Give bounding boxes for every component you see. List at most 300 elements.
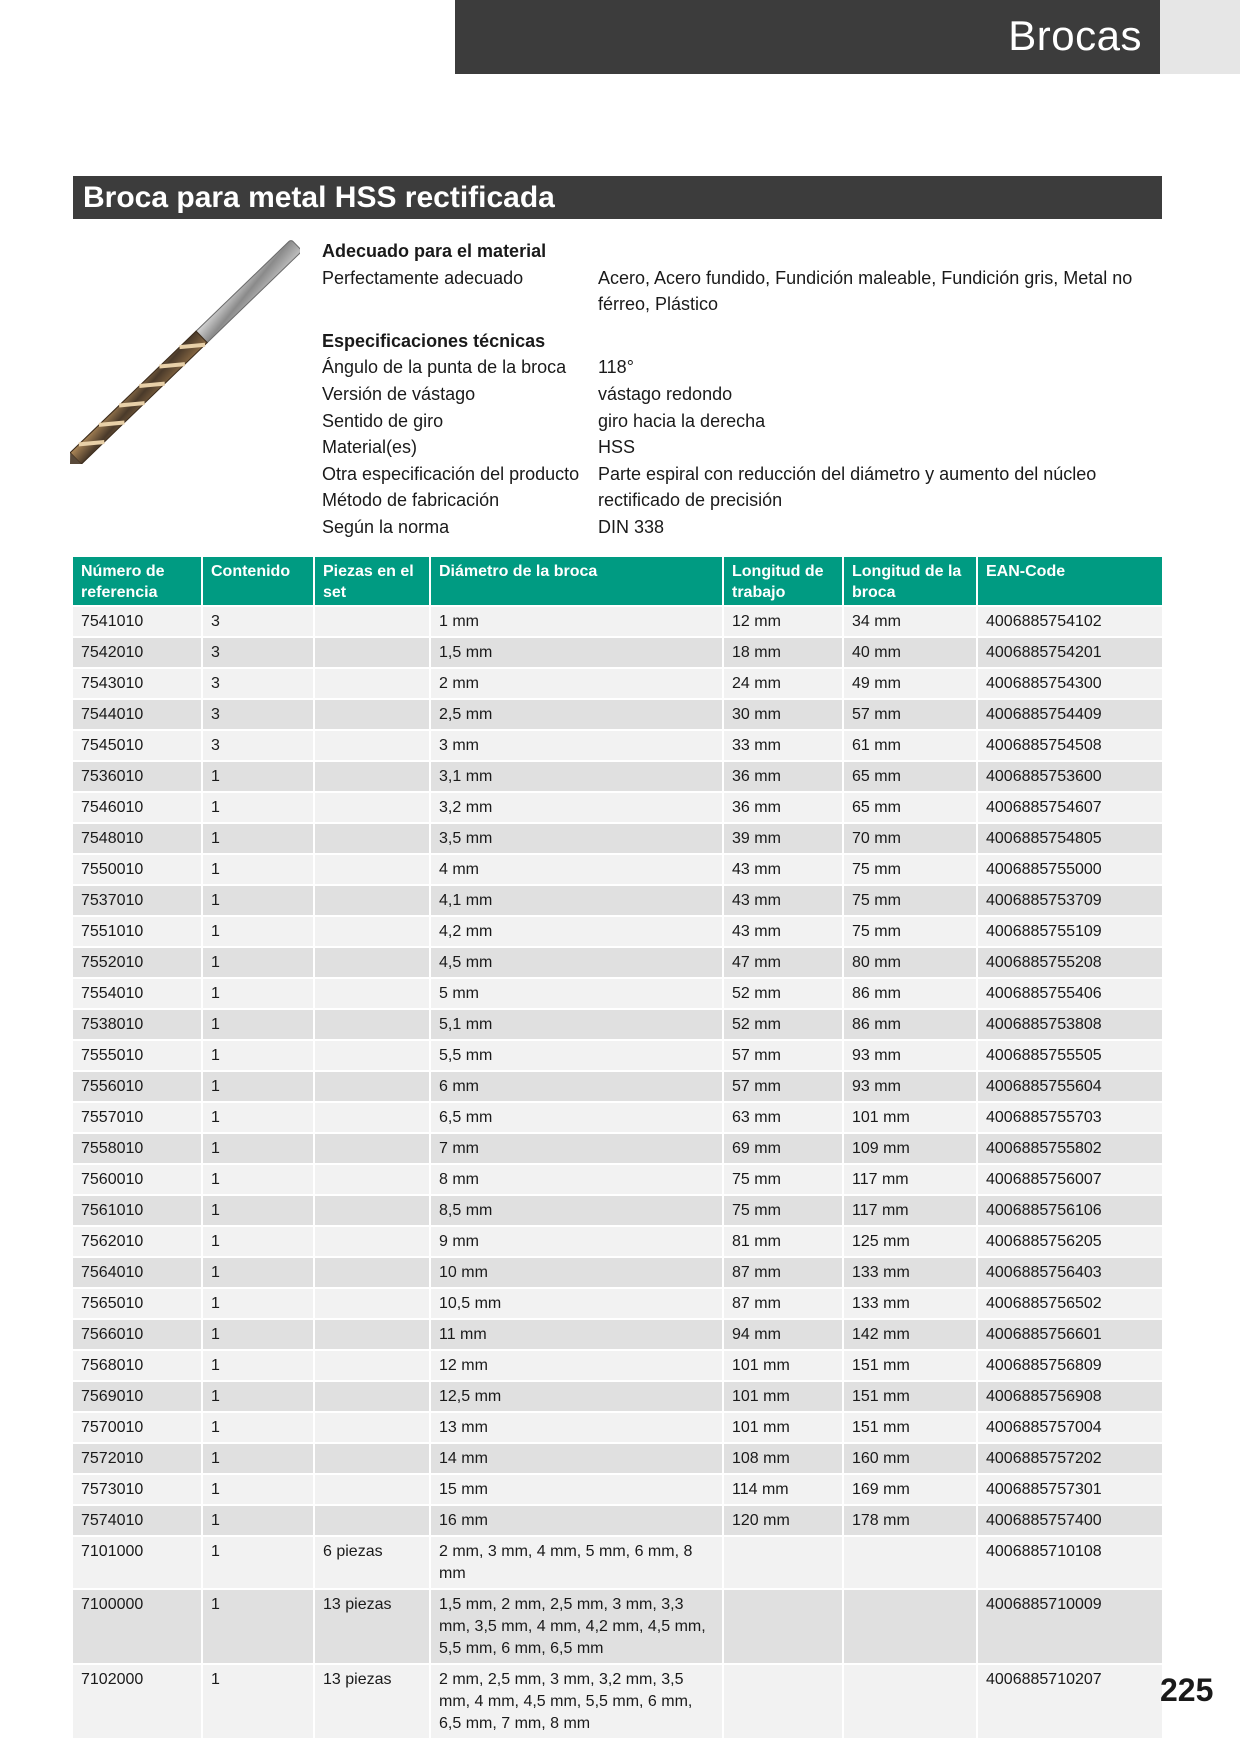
table-row	[73, 699, 1162, 730]
table-cell: 4006885755208	[977, 947, 1162, 978]
table-cell: 151 mm	[843, 1381, 977, 1412]
table-cell: 4006885754607	[977, 792, 1162, 823]
table-cell: 178 mm	[843, 1505, 977, 1536]
table-cell	[314, 1505, 430, 1536]
table-cell	[314, 1412, 430, 1443]
table-cell: 1	[202, 1536, 314, 1589]
table-cell: 3	[202, 730, 314, 761]
table-cell: 4 mm	[430, 854, 723, 885]
table-cell: 30 mm	[723, 699, 843, 730]
table-cell: 1	[202, 1381, 314, 1412]
table-row	[73, 1412, 1162, 1443]
table-cell	[314, 1350, 430, 1381]
table-cell: 6 mm	[430, 1071, 723, 1102]
table-row	[73, 885, 1162, 916]
table-cell	[314, 1443, 430, 1474]
table-cell: 4006885753709	[977, 885, 1162, 916]
table-cell: 57 mm	[843, 699, 977, 730]
table-cell: 7543010	[73, 668, 202, 699]
table-cell: 33 mm	[723, 730, 843, 761]
table-cell: 5,1 mm	[430, 1009, 723, 1040]
table-cell: 4006885753808	[977, 1009, 1162, 1040]
table-cell: 169 mm	[843, 1474, 977, 1505]
spec-label: Según la norma	[322, 516, 450, 537]
table-row	[73, 947, 1162, 978]
table-cell	[314, 947, 430, 978]
table-cell: 2 mm	[430, 668, 723, 699]
table-cell: 13 piezas	[314, 1589, 430, 1664]
table-cell: 1	[202, 1164, 314, 1195]
table-cell: 7568010	[73, 1350, 202, 1381]
table-cell: 151 mm	[843, 1350, 977, 1381]
table-cell	[314, 1226, 430, 1257]
table-cell: 7558010	[73, 1133, 202, 1164]
table-row	[73, 1319, 1162, 1350]
table-cell: 7537010	[73, 885, 202, 916]
material-heading: Adecuado para el material	[322, 241, 547, 261]
table-cell: 13 mm	[430, 1412, 723, 1443]
table-cell: 7562010	[73, 1226, 202, 1257]
table-cell: 7552010	[73, 947, 202, 978]
table-cell: 7536010	[73, 761, 202, 792]
spec-row	[322, 381, 1162, 408]
table-cell	[314, 916, 430, 947]
table-cell	[314, 1474, 430, 1505]
table-cell	[314, 1071, 430, 1102]
table-row	[73, 823, 1162, 854]
table-cell: 87 mm	[723, 1257, 843, 1288]
table-cell: 4006885756809	[977, 1350, 1162, 1381]
table-cell	[843, 1589, 977, 1664]
table-cell: 1	[202, 916, 314, 947]
table-cell: 1	[202, 792, 314, 823]
table-cell: 40 mm	[843, 637, 977, 668]
table-cell	[314, 885, 430, 916]
table-row	[73, 1288, 1162, 1319]
column-header: Piezas en el set	[314, 557, 430, 606]
table-cell: 12 mm	[723, 606, 843, 637]
table-cell: 4006885755000	[977, 854, 1162, 885]
table-cell: 3,5 mm	[430, 823, 723, 854]
table-row	[73, 854, 1162, 885]
table-cell	[314, 637, 430, 668]
table-cell	[314, 1102, 430, 1133]
table-cell: 36 mm	[723, 761, 843, 792]
table-cell: 7550010	[73, 854, 202, 885]
table-cell: 75 mm	[843, 916, 977, 947]
table-cell: 7542010	[73, 637, 202, 668]
table-cell	[314, 1381, 430, 1412]
table-cell: 80 mm	[843, 947, 977, 978]
table-cell: 4006885756502	[977, 1288, 1162, 1319]
spec-value: HSS	[598, 437, 636, 458]
table-cell	[314, 1195, 430, 1226]
table-cell: 7544010	[73, 699, 202, 730]
table-cell	[723, 1536, 843, 1589]
chapter-tab	[1160, 0, 1240, 74]
table-cell: 7561010	[73, 1195, 202, 1226]
table-cell: 1	[202, 1412, 314, 1443]
table-cell	[843, 1664, 977, 1738]
table-cell: 1	[202, 1133, 314, 1164]
table-cell	[314, 978, 430, 1009]
table-cell: 70 mm	[843, 823, 977, 854]
table-row	[73, 730, 1162, 761]
table-row	[73, 1164, 1162, 1195]
table-cell: 4006885754409	[977, 699, 1162, 730]
table-cell: 4,5 mm	[430, 947, 723, 978]
table-cell: 15 mm	[430, 1474, 723, 1505]
table-cell: 101 mm	[723, 1350, 843, 1381]
table-cell: 3	[202, 637, 314, 668]
table-cell: 4006885755505	[977, 1040, 1162, 1071]
table-row	[73, 606, 1162, 637]
spec-row	[322, 461, 1162, 488]
table-cell: 1	[202, 854, 314, 885]
table-cell: 117 mm	[843, 1164, 977, 1195]
column-header: Longitud de trabajo	[723, 557, 843, 606]
table-cell: 7101000	[73, 1536, 202, 1589]
spec-row	[322, 514, 1162, 541]
product-specifications	[322, 238, 1162, 541]
table-cell: 3,1 mm	[430, 761, 723, 792]
table-cell: 75 mm	[723, 1164, 843, 1195]
table-row	[73, 761, 1162, 792]
table-cell: 3	[202, 606, 314, 637]
table-cell: 151 mm	[843, 1412, 977, 1443]
spec-value: vástago redondo	[598, 383, 733, 404]
table-cell: 7565010	[73, 1288, 202, 1319]
table-cell: 2 mm, 2,5 mm, 3 mm, 3,2 mm, 3,5 mm, 4 mm, 4,5 mm, 5,5 mm, 6 mm, 6,5 mm, 7 mm, 8 mm	[430, 1664, 723, 1738]
table-cell: 86 mm	[843, 978, 977, 1009]
table-row	[73, 1040, 1162, 1071]
table-cell: 6,5 mm	[430, 1102, 723, 1133]
spec-label: Ángulo de la punta de la broca	[322, 357, 567, 378]
table-cell: 120 mm	[723, 1505, 843, 1536]
table-cell: 49 mm	[843, 668, 977, 699]
table-cell: 101 mm	[723, 1381, 843, 1412]
column-header: EAN-Code	[977, 557, 1162, 606]
table-cell: 1 mm	[430, 606, 723, 637]
spec-row	[322, 487, 1162, 514]
table-cell: 101 mm	[843, 1102, 977, 1133]
table-cell: 4,1 mm	[430, 885, 723, 916]
table-cell: 1	[202, 1102, 314, 1133]
table-cell: 7573010	[73, 1474, 202, 1505]
table-cell: 4006885755604	[977, 1071, 1162, 1102]
column-header: Longitud de la broca	[843, 557, 977, 606]
table-cell: 57 mm	[723, 1071, 843, 1102]
table-cell: 6 piezas	[314, 1536, 430, 1589]
table-cell: 81 mm	[723, 1226, 843, 1257]
table-cell: 1	[202, 1257, 314, 1288]
table-cell: 4006885757004	[977, 1412, 1162, 1443]
chapter-header-bar	[455, 0, 1160, 74]
spec-value: giro hacia la derecha	[598, 410, 766, 431]
table-cell: 4006885756908	[977, 1381, 1162, 1412]
drill-bit-image	[70, 232, 300, 464]
table-cell: 10,5 mm	[430, 1288, 723, 1319]
table-row	[73, 1536, 1162, 1589]
table-row	[73, 1195, 1162, 1226]
table-cell: 75 mm	[843, 854, 977, 885]
table-cell: 7546010	[73, 792, 202, 823]
table-cell: 12 mm	[430, 1350, 723, 1381]
spec-row	[322, 354, 1162, 381]
table-row	[73, 1257, 1162, 1288]
table-cell: 133 mm	[843, 1288, 977, 1319]
table-cell: 75 mm	[723, 1195, 843, 1226]
table-cell: 1	[202, 1195, 314, 1226]
table-cell: 39 mm	[723, 823, 843, 854]
spec-rows	[322, 354, 1162, 540]
table-cell: 1	[202, 1319, 314, 1350]
table-row	[73, 1664, 1162, 1738]
table-cell: 4006885754201	[977, 637, 1162, 668]
table-cell: 1	[202, 1350, 314, 1381]
table-cell: 9 mm	[430, 1226, 723, 1257]
table-cell: 43 mm	[723, 854, 843, 885]
table-cell	[723, 1589, 843, 1664]
table-cell: 4006885754300	[977, 668, 1162, 699]
table-cell: 125 mm	[843, 1226, 977, 1257]
table-cell: 75 mm	[843, 885, 977, 916]
table-row	[73, 916, 1162, 947]
table-cell: 86 mm	[843, 1009, 977, 1040]
section-title-bar	[73, 176, 1162, 219]
table-cell: 14 mm	[430, 1443, 723, 1474]
table-cell: 4006885755703	[977, 1102, 1162, 1133]
table-cell: 1	[202, 1505, 314, 1536]
table-row	[73, 1589, 1162, 1664]
table-cell: 133 mm	[843, 1257, 977, 1288]
table-cell: 108 mm	[723, 1443, 843, 1474]
spec-value: Parte espiral con reducción del diámetro y aumento del núcleo	[598, 463, 1097, 484]
chapter-title: Brocas	[1008, 12, 1142, 59]
table-cell: 93 mm	[843, 1040, 977, 1071]
table-cell: 63 mm	[723, 1102, 843, 1133]
table-cell: 52 mm	[723, 1009, 843, 1040]
table-cell: 3	[202, 668, 314, 699]
table-cell: 4,2 mm	[430, 916, 723, 947]
table-row	[73, 1071, 1162, 1102]
table-cell: 2 mm, 3 mm, 4 mm, 5 mm, 6 mm, 8 mm	[430, 1536, 723, 1589]
table-header-row	[73, 557, 1162, 606]
table-cell	[314, 823, 430, 854]
specs-heading: Especificaciones técnicas	[322, 330, 546, 351]
table-cell: 7557010	[73, 1102, 202, 1133]
table-row	[73, 1133, 1162, 1164]
table-cell	[723, 1664, 843, 1738]
table-cell: 160 mm	[843, 1443, 977, 1474]
table-cell: 1	[202, 1226, 314, 1257]
table-cell: 5 mm	[430, 978, 723, 1009]
table-cell: 4006885754508	[977, 730, 1162, 761]
table-cell: 7574010	[73, 1505, 202, 1536]
table-cell: 4006885757301	[977, 1474, 1162, 1505]
table-cell: 1	[202, 1040, 314, 1071]
spec-label: Método de fabricación	[322, 490, 500, 511]
table-cell: 7551010	[73, 916, 202, 947]
table-cell: 7560010	[73, 1164, 202, 1195]
table-cell: 109 mm	[843, 1133, 977, 1164]
table-cell	[314, 1319, 430, 1350]
column-header: Contenido	[202, 557, 314, 606]
table-cell: 4006885755406	[977, 978, 1162, 1009]
table-cell	[314, 1040, 430, 1071]
table-cell: 7538010	[73, 1009, 202, 1040]
column-header: Número de referencia	[73, 557, 202, 606]
table-cell	[314, 1133, 430, 1164]
spec-label: Sentido de giro	[322, 410, 444, 431]
table-cell: 52 mm	[723, 978, 843, 1009]
table-row	[73, 978, 1162, 1009]
table-cell: 24 mm	[723, 668, 843, 699]
table-cell: 7556010	[73, 1071, 202, 1102]
table-cell: 1,5 mm, 2 mm, 2,5 mm, 3 mm, 3,3 mm, 3,5 mm, 4 mm, 4,2 mm, 4,5 mm, 5,5 mm, 6 mm, 6,5 mm	[430, 1589, 723, 1664]
table-cell: 7572010	[73, 1443, 202, 1474]
table-cell: 4006885710009	[977, 1589, 1162, 1664]
material-row	[322, 265, 1162, 318]
table-cell	[314, 1009, 430, 1040]
table-cell: 1	[202, 978, 314, 1009]
table-cell: 4006885756106	[977, 1195, 1162, 1226]
table-cell: 1	[202, 1474, 314, 1505]
table-cell	[314, 606, 430, 637]
spec-label: Otra especificación del producto	[322, 463, 580, 484]
table-cell	[314, 761, 430, 792]
table-cell: 2,5 mm	[430, 699, 723, 730]
table-cell: 1	[202, 947, 314, 978]
table-cell: 7554010	[73, 978, 202, 1009]
page-number: 225	[1160, 1672, 1214, 1708]
table-row	[73, 1350, 1162, 1381]
table-row	[73, 1474, 1162, 1505]
table-cell: 7102000	[73, 1664, 202, 1738]
table-cell	[314, 1164, 430, 1195]
table-cell: 142 mm	[843, 1319, 977, 1350]
table-cell: 3 mm	[430, 730, 723, 761]
table-cell	[314, 730, 430, 761]
spec-row	[322, 408, 1162, 435]
table-cell: 12,5 mm	[430, 1381, 723, 1412]
table-cell: 4006885756007	[977, 1164, 1162, 1195]
table-cell: 65 mm	[843, 792, 977, 823]
table-cell: 4006885754805	[977, 823, 1162, 854]
table-cell: 3,2 mm	[430, 792, 723, 823]
table-row	[73, 1009, 1162, 1040]
table-cell	[314, 792, 430, 823]
table-cell: 36 mm	[723, 792, 843, 823]
table-cell: 93 mm	[843, 1071, 977, 1102]
table-cell: 57 mm	[723, 1040, 843, 1071]
spec-label: Material(es)	[322, 437, 418, 458]
table-row	[73, 637, 1162, 668]
column-header: Diámetro de la broca	[430, 557, 723, 606]
table-row	[73, 1226, 1162, 1257]
spec-label: Versión de vástago	[322, 383, 476, 404]
table-cell: 7555010	[73, 1040, 202, 1071]
table-cell: 1	[202, 885, 314, 916]
table-cell: 10 mm	[430, 1257, 723, 1288]
table-cell: 4006885756601	[977, 1319, 1162, 1350]
table-cell: 1	[202, 1009, 314, 1040]
table-cell	[314, 1288, 430, 1319]
table-cell: 13 piezas	[314, 1664, 430, 1738]
table-cell: 4006885710207	[977, 1664, 1162, 1738]
section-title: Broca para metal HSS rectificada	[83, 181, 555, 214]
table-cell: 47 mm	[723, 947, 843, 978]
table-cell: 3	[202, 699, 314, 730]
table-cell: 61 mm	[843, 730, 977, 761]
table-cell: 7548010	[73, 823, 202, 854]
table-cell	[314, 854, 430, 885]
table-row	[73, 668, 1162, 699]
table-cell: 4006885757400	[977, 1505, 1162, 1536]
table-cell: 1	[202, 1664, 314, 1738]
table-cell: 7100000	[73, 1589, 202, 1664]
table-cell: 1	[202, 1443, 314, 1474]
table-row	[73, 1443, 1162, 1474]
table-cell: 1	[202, 1589, 314, 1664]
table-cell: 69 mm	[723, 1133, 843, 1164]
table-cell: 8 mm	[430, 1164, 723, 1195]
table-cell: 4006885753600	[977, 761, 1162, 792]
table-cell: 65 mm	[843, 761, 977, 792]
table-cell	[314, 668, 430, 699]
table-cell: 11 mm	[430, 1319, 723, 1350]
table-cell: 4006885756403	[977, 1257, 1162, 1288]
material-value: Acero, Acero fundido, Fundición maleable, Fundición gris, Metal no férreo, Plástico	[598, 267, 1133, 315]
spec-value: rectificado de precisión	[598, 490, 783, 511]
table-cell: 7564010	[73, 1257, 202, 1288]
table-cell: 114 mm	[723, 1474, 843, 1505]
table-cell: 7566010	[73, 1319, 202, 1350]
table-cell: 5,5 mm	[430, 1040, 723, 1071]
table-row	[73, 1102, 1162, 1133]
table-cell: 16 mm	[430, 1505, 723, 1536]
spec-value: 118°	[598, 357, 634, 378]
table-cell: 4006885756205	[977, 1226, 1162, 1257]
table-cell: 7545010	[73, 730, 202, 761]
table-cell: 8,5 mm	[430, 1195, 723, 1226]
table-cell: 1	[202, 1288, 314, 1319]
table-cell: 94 mm	[723, 1319, 843, 1350]
spec-value: DIN 338	[598, 516, 665, 537]
table-cell: 43 mm	[723, 885, 843, 916]
spec-row	[322, 434, 1162, 461]
table-cell: 34 mm	[843, 606, 977, 637]
table-body	[73, 606, 1162, 1738]
table-cell	[314, 699, 430, 730]
table-cell: 1	[202, 823, 314, 854]
table-cell: 4006885710108	[977, 1536, 1162, 1589]
table-cell: 7 mm	[430, 1133, 723, 1164]
table-row	[73, 1381, 1162, 1412]
table-cell: 7541010	[73, 606, 202, 637]
table-cell: 43 mm	[723, 916, 843, 947]
table-cell	[314, 1257, 430, 1288]
table-cell: 1	[202, 1071, 314, 1102]
table-cell: 1	[202, 761, 314, 792]
table-cell: 4006885755109	[977, 916, 1162, 947]
table-row	[73, 1505, 1162, 1536]
table-cell: 4006885754102	[977, 606, 1162, 637]
table-row	[73, 792, 1162, 823]
table-cell: 87 mm	[723, 1288, 843, 1319]
material-label: Perfectamente adecuado	[322, 267, 524, 288]
product-table	[73, 557, 1162, 1738]
